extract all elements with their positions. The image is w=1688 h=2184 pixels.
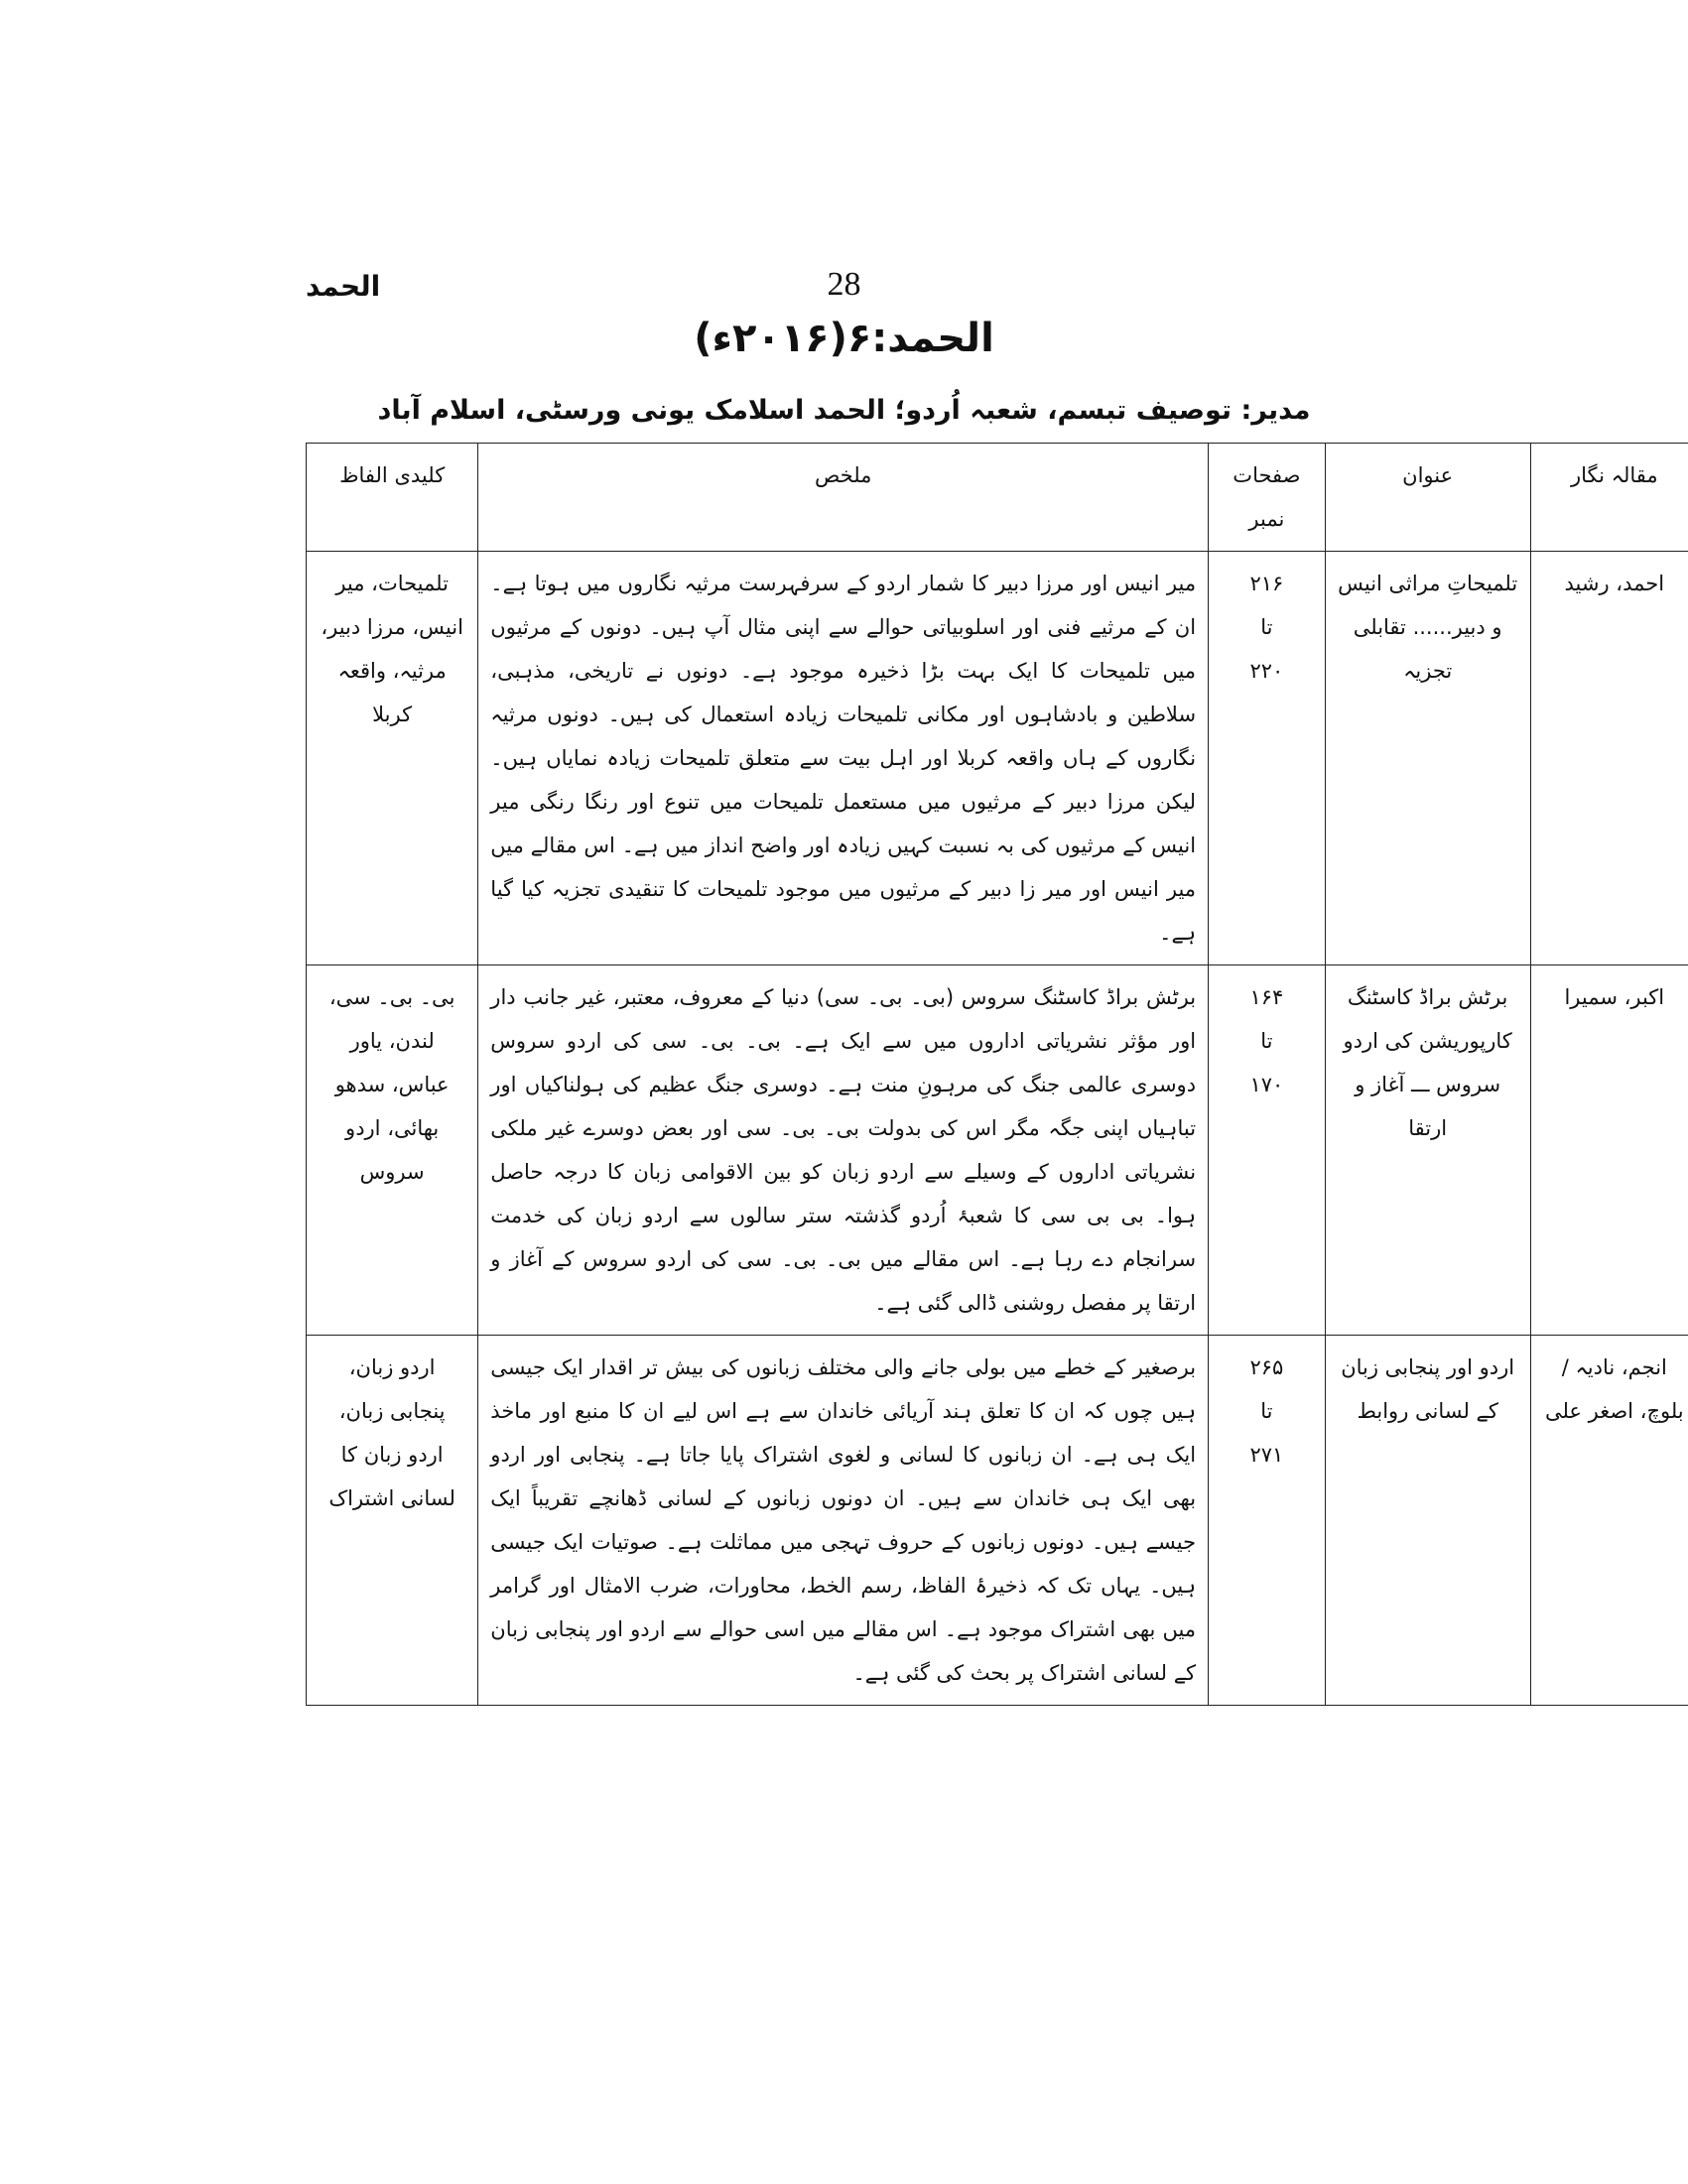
row-keywords: تلمیحات، میر انیس، مرزا دبیر، مرثیہ، واقعہ کربلا [307, 552, 478, 965]
row-keywords: اردو زبان، پنجابی زبان، اردو زبان کا لسانی اشتراک [307, 1336, 478, 1706]
row-pages [1209, 965, 1326, 1336]
col-header-author: مقالہ نگار [1530, 444, 1688, 552]
page-start: ۲۱۶ [1249, 572, 1284, 595]
row-abstract: میر انیس اور مرزا دبیر کا شمار اردو کے سرفہرست مرثیہ نگاروں میں ہوتا ہے۔ ان کے مرثیے فنی اور اسلوبیاتی حوالے سے اپنی مثال آپ ہیں۔ دونوں کے مرثیوں میں تلمیحات کا ایک بہت بڑا ذخیرہ موجود ہے۔ دونوں نے تاریخی، مذہبی، سلاطین و بادشاہوں اور مکانی تلمیحات زیادہ استعمال کی ہیں۔ دونوں مرثیہ نگاروں کے ہاں واقعہ کربلا اور اہل بیت سے متعلق تلمیحات زیادہ نمایاں ہیں۔ لیکن مرزا دبیر کے مرثیوں میں مستعمل تلمیحات میں تنوع اور رنگا رنگی میر انیس کے مرثیوں کی بہ نسبت کہیں زیادہ اور واضح انداز میں ہے۔ اس مقالے میں میر انیس اور میر زا دبیر کے مرثیوں میں موجود تلمیحات کا تنقیدی تجزیہ کیا گیا ہے۔ [478, 552, 1209, 965]
table-row [307, 552, 1688, 965]
page-end: ۱۷۰ [1249, 1073, 1284, 1096]
row-author: اکبر، سمیرا [1530, 965, 1688, 1336]
table-header-row [307, 444, 1688, 552]
journal-name: الحمد [306, 270, 381, 303]
issue-title: الحمد:۶(۲۰۱۶ء) [694, 316, 994, 361]
page-end: ۲۲۰ [1249, 659, 1284, 683]
page-start: ۱۶۴ [1249, 985, 1284, 1009]
editor-line: مدیر: توصیف تبسم، شعبہ اُردو؛ الحمد اسلامک یونی ورسٹی، اسلام آباد [377, 395, 1311, 426]
page-end: ۲۷۱ [1249, 1443, 1284, 1467]
table-row [307, 1336, 1688, 1706]
page-number: 28 [827, 266, 861, 303]
row-title: تلمیحاتِ مراثی انیس و دبیر...... تقابلی تجزیہ [1325, 552, 1530, 965]
col-header-abstract: ملخص [478, 444, 1209, 552]
row-keywords: بی۔ بی۔ سی، لندن، یاور عباس، سدھو بھائی، اردو سروس [307, 965, 478, 1336]
col-header-title: عنوان [1325, 444, 1530, 552]
row-abstract: برٹش براڈ کاسٹنگ سروس (بی۔ بی۔ سی) دنیا کے معروف، معتبر، غیر جانب دار اور مؤثر نشریاتی اداروں میں سے ایک ہے۔ بی۔ بی۔ سی کی اردو سروس دوسری عالمی جنگ کی مرہونِ منت ہے۔ دوسری جنگ عظیم کی ہولناکیاں اور تباہیاں اپنی جگہ مگر اس کی بدولت بی۔ بی۔ سی اور بعض دوسرے غیر ملکی نشریاتی اداروں کے وسیلے سے اردو زبان کو بین الاقوامی زبان کا درجہ حاصل ہوا۔ بی بی سی کا شعبۂ اُردو گذشتہ ستر سالوں سے اردو زبان کی خدمت سرانجام دے رہا ہے۔ اس مقالے میں بی۔ بی۔ سی کی اردو سروس کے آغاز و ارتقا پر مفصل روشنی ڈالی گئی ہے۔ [478, 965, 1209, 1336]
row-pages [1209, 1336, 1326, 1706]
row-author: انجم، نادیہ / بلوچ، اصغر علی [1530, 1336, 1688, 1706]
row-author: احمد، رشید [1530, 552, 1688, 965]
row-abstract: برصغیر کے خطے میں بولی جانے والی مختلف زبانوں کی بیش تر اقدار ایک جیسی ہیں چوں کہ ان کا تعلق ہند آریائی خاندان سے ہے اس لیے ان کا منبع اور ماخذ ایک ہی ہے۔ ان زبانوں کا لسانی و لغوی اشتراک پایا جاتا ہے۔ پنجابی اور اردو بھی ایک ہی خاندان سے ہیں۔ ان دونوں زبانوں کے لسانی ڈھانچے تقریباً ایک جیسے ہیں۔ دونوں زبانوں کے حروف تہجی میں مماثلت ہے۔ صوتیات ایک جیسی ہیں۔ یہاں تک کہ ذخیرۂ الفاظ، رسم الخط، محاورات، ضرب الامثال اور گرامر میں بھی اشتراک موجود ہے۔ اس مقالے میں اسی حوالے سے اردو اور پنجابی زبان کے لسانی اشتراک پر بحث کی گئی ہے۔ [478, 1336, 1209, 1706]
col-header-pages: صفحات نمبر [1209, 444, 1326, 552]
index-table [306, 443, 1688, 1706]
table-row [307, 965, 1688, 1336]
row-title: اردو اور پنجابی زبان کے لسانی روابط [1325, 1336, 1530, 1706]
page-separator: تا [1260, 1399, 1273, 1423]
page-start: ۲۶۵ [1249, 1355, 1284, 1379]
row-pages [1209, 552, 1326, 965]
page-separator: تا [1260, 1029, 1273, 1053]
row-title: برٹش براڈ کاسٹنگ کارپوریشن کی اردو سروس ـــ آغاز و ارتقا [1325, 965, 1530, 1336]
col-header-keywords: کلیدی الفاظ [307, 444, 478, 552]
page-separator: تا [1260, 615, 1273, 639]
